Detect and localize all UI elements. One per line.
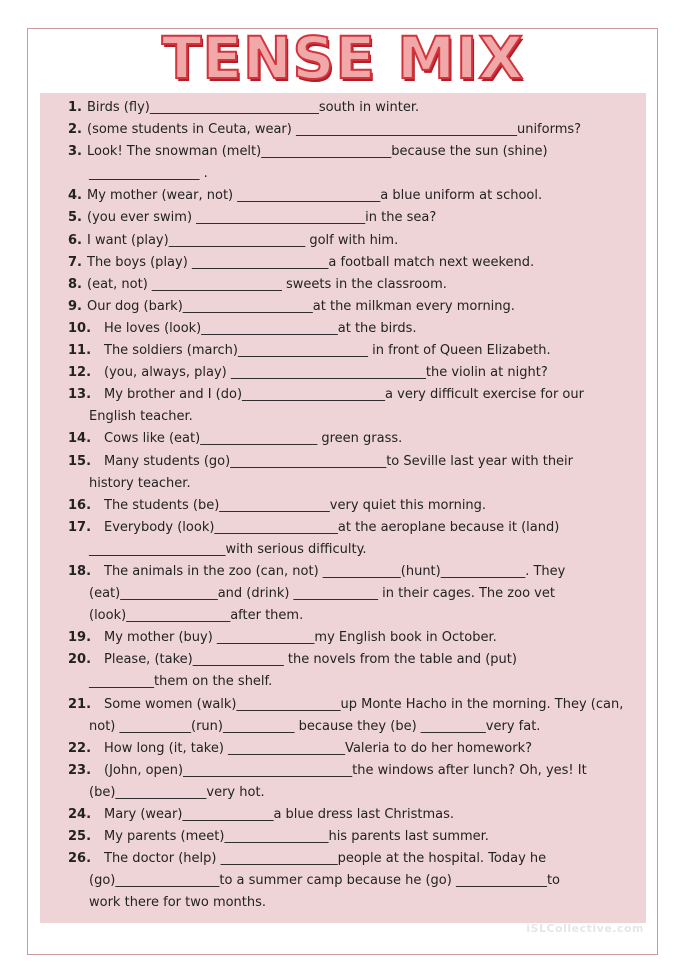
exercise-line xyxy=(68,97,644,119)
exercise-text: The doctor (help) __________________people at the hospital. Today he xyxy=(104,851,547,867)
exercise-item xyxy=(68,207,644,229)
exercise-text: history teacher. xyxy=(89,475,191,491)
exercise-continuation-line xyxy=(68,473,644,495)
exercise-list xyxy=(68,97,644,914)
exercise-number: 8. xyxy=(68,276,82,292)
exercise-text: He loves (look)_____________________at the birds. xyxy=(104,320,417,336)
exercise-item xyxy=(68,97,644,119)
exercise-number: 4. xyxy=(68,188,82,204)
exercise-text: The soldiers (march)____________________ in front of Queen Elizabeth. xyxy=(104,343,551,359)
exercise-number: 11. xyxy=(68,343,92,359)
exercise-number: 17. xyxy=(68,519,92,535)
exercise-text: (eat, not) ____________________ sweets in the classroom. xyxy=(87,276,447,292)
exercise-number: 6. xyxy=(68,232,82,248)
exercise-text: _____________________with serious difficulty. xyxy=(89,541,367,557)
exercise-line xyxy=(68,694,644,716)
exercise-text: Some women (walk)________________up Monte Hacho in the morning. They (can, xyxy=(104,696,624,712)
exercise-item xyxy=(68,119,644,141)
exercise-line xyxy=(68,207,644,229)
exercise-text: (some students in Ceuta, wear) __________________________________uniforms? xyxy=(87,122,582,138)
exercise-number: 9. xyxy=(68,298,82,314)
exercise-number: 24. xyxy=(68,807,92,822)
exercise-continuation-line xyxy=(68,605,644,627)
exercise-text: (eat)_______________and (drink) _____________ in their cages. The zoo vet xyxy=(89,586,555,602)
exercise-item xyxy=(68,318,644,340)
exercise-text: My mother (buy) _______________my English book in October. xyxy=(104,630,497,646)
exercise-text: work there for two months. xyxy=(89,895,267,911)
exercise-number: 7. xyxy=(68,254,82,270)
exercise-text: I want (play)_____________________ golf with him. xyxy=(87,232,399,248)
exercise-item xyxy=(68,517,644,561)
worksheet-title: TENSE MIX xyxy=(161,24,525,92)
exercise-line xyxy=(68,362,644,384)
exercise-line xyxy=(68,517,644,539)
exercise-text: The animals in the zoo (can, not) ____________(hunt)_____________. They xyxy=(104,563,566,579)
exercise-item xyxy=(68,296,644,318)
exercise-number: 14. xyxy=(68,431,92,447)
exercise-number: 20. xyxy=(68,652,92,668)
exercise-number: 2. xyxy=(68,122,82,138)
exercise-line xyxy=(68,185,644,207)
exercise-continuation-line xyxy=(68,716,644,738)
exercise-text: My mother (wear, not) ______________________a blue uniform at school. xyxy=(87,188,543,204)
exercise-item xyxy=(68,495,644,517)
exercise-line xyxy=(68,119,644,141)
exercise-number: 18. xyxy=(68,563,92,579)
exercise-continuation-line xyxy=(68,583,644,605)
exercise-line xyxy=(68,804,644,826)
exercise-text: How long (it, take) __________________Valeria to do her homework? xyxy=(104,740,533,756)
exercise-item xyxy=(68,649,644,693)
exercise-text: My brother and I (do)______________________a very difficult exercise for our xyxy=(104,387,584,403)
exercise-line xyxy=(68,230,644,252)
exercise-text: (you ever swim) __________________________in the sea? xyxy=(87,210,437,226)
exercise-text: Mary (wear)______________a blue dress last Christmas. xyxy=(104,807,455,822)
exercise-number: 16. xyxy=(68,497,92,513)
exercise-item xyxy=(68,760,644,804)
exercise-text: Cows like (eat)__________________ green grass. xyxy=(104,431,403,447)
exercise-item xyxy=(68,252,644,274)
exercise-item xyxy=(68,362,644,384)
exercise-text: __________them on the shelf. xyxy=(89,674,273,690)
exercise-line xyxy=(68,760,644,782)
exercise-item xyxy=(68,384,644,428)
exercise-line xyxy=(68,826,644,848)
exercise-number: 5. xyxy=(68,210,82,226)
exercise-item xyxy=(68,804,644,826)
exercise-line xyxy=(68,318,644,340)
exercise-line xyxy=(68,340,644,362)
exercise-text: English teacher. xyxy=(89,409,193,425)
exercise-line xyxy=(68,495,644,517)
exercise-continuation-line xyxy=(68,163,644,185)
exercise-item xyxy=(68,627,644,649)
exercise-continuation-line xyxy=(68,782,644,804)
exercise-number: 10. xyxy=(68,320,92,336)
exercise-line xyxy=(68,252,644,274)
exercise-text: (John, open)__________________________the windows after lunch? Oh, yes! It xyxy=(104,762,587,778)
exercise-continuation-line xyxy=(68,671,644,693)
exercise-number: 3. xyxy=(68,144,82,160)
exercise-item xyxy=(68,826,644,848)
exercise-text: Everybody (look)___________________at the aeroplane because it (land) xyxy=(104,519,560,535)
exercise-text: (be)______________very hot. xyxy=(89,784,265,800)
exercise-item xyxy=(68,451,644,495)
exercise-item xyxy=(68,738,644,760)
exercise-item xyxy=(68,230,644,252)
exercise-line xyxy=(68,384,644,406)
exercise-text: not) ___________(run)___________ because they (be) __________very fat. xyxy=(89,718,541,734)
exercise-number: 25. xyxy=(68,829,92,845)
exercise-continuation-line xyxy=(68,870,644,892)
exercise-text: (go)________________to a summer camp because he (go) ______________to xyxy=(89,873,561,889)
exercise-item xyxy=(68,340,644,362)
exercise-line xyxy=(68,141,644,163)
exercise-text: _________________ . xyxy=(89,166,208,182)
exercise-text: The boys (play) _____________________a football match next weekend. xyxy=(87,254,535,270)
exercise-text: The students (be)_________________very quiet this morning. xyxy=(104,497,487,513)
exercise-number: 23. xyxy=(68,762,92,778)
exercise-number: 21. xyxy=(68,696,92,712)
exercise-text: Many students (go)________________________to Seville last year with their xyxy=(104,453,574,469)
exercise-item xyxy=(68,848,644,914)
exercise-text: Birds (fly)__________________________south in winter. xyxy=(87,100,420,115)
exercise-number: 1. xyxy=(68,100,82,115)
exercise-number: 15. xyxy=(68,453,92,469)
exercise-line xyxy=(68,561,644,583)
exercise-line xyxy=(68,649,644,671)
exercise-number: 13. xyxy=(68,387,92,403)
exercise-continuation-line xyxy=(68,406,644,428)
exercise-number: 12. xyxy=(68,365,92,381)
exercise-item xyxy=(68,274,644,296)
exercise-item xyxy=(68,694,644,738)
exercise-line xyxy=(68,848,644,870)
exercise-line xyxy=(68,428,644,450)
exercise-line xyxy=(68,738,644,760)
exercise-line xyxy=(68,451,644,473)
exercise-line xyxy=(68,627,644,649)
exercise-number: 19. xyxy=(68,630,92,646)
exercise-line xyxy=(68,274,644,296)
exercise-text: Our dog (bark)____________________at the milkman every morning. xyxy=(87,298,515,314)
exercise-text: (you, always, play) ______________________________the violin at night? xyxy=(104,365,548,381)
watermark: iSLCollective.com xyxy=(526,922,644,935)
exercise-number: 22. xyxy=(68,740,92,756)
exercise-item xyxy=(68,141,644,185)
exercise-item xyxy=(68,428,644,450)
exercise-continuation-line xyxy=(68,892,644,914)
exercise-text: My parents (meet)________________his parents last summer. xyxy=(104,829,489,845)
exercise-text: Look! The snowman (melt)____________________because the sun (shine) xyxy=(87,144,548,160)
exercise-number: 26. xyxy=(68,851,92,867)
exercise-continuation-line xyxy=(68,539,644,561)
exercise-text: (look)________________after them. xyxy=(89,608,304,624)
exercise-line xyxy=(68,296,644,318)
exercise-item xyxy=(68,561,644,627)
exercise-text: Please, (take)______________ the novels from the table and (put) xyxy=(104,652,517,668)
exercise-item xyxy=(68,185,644,207)
